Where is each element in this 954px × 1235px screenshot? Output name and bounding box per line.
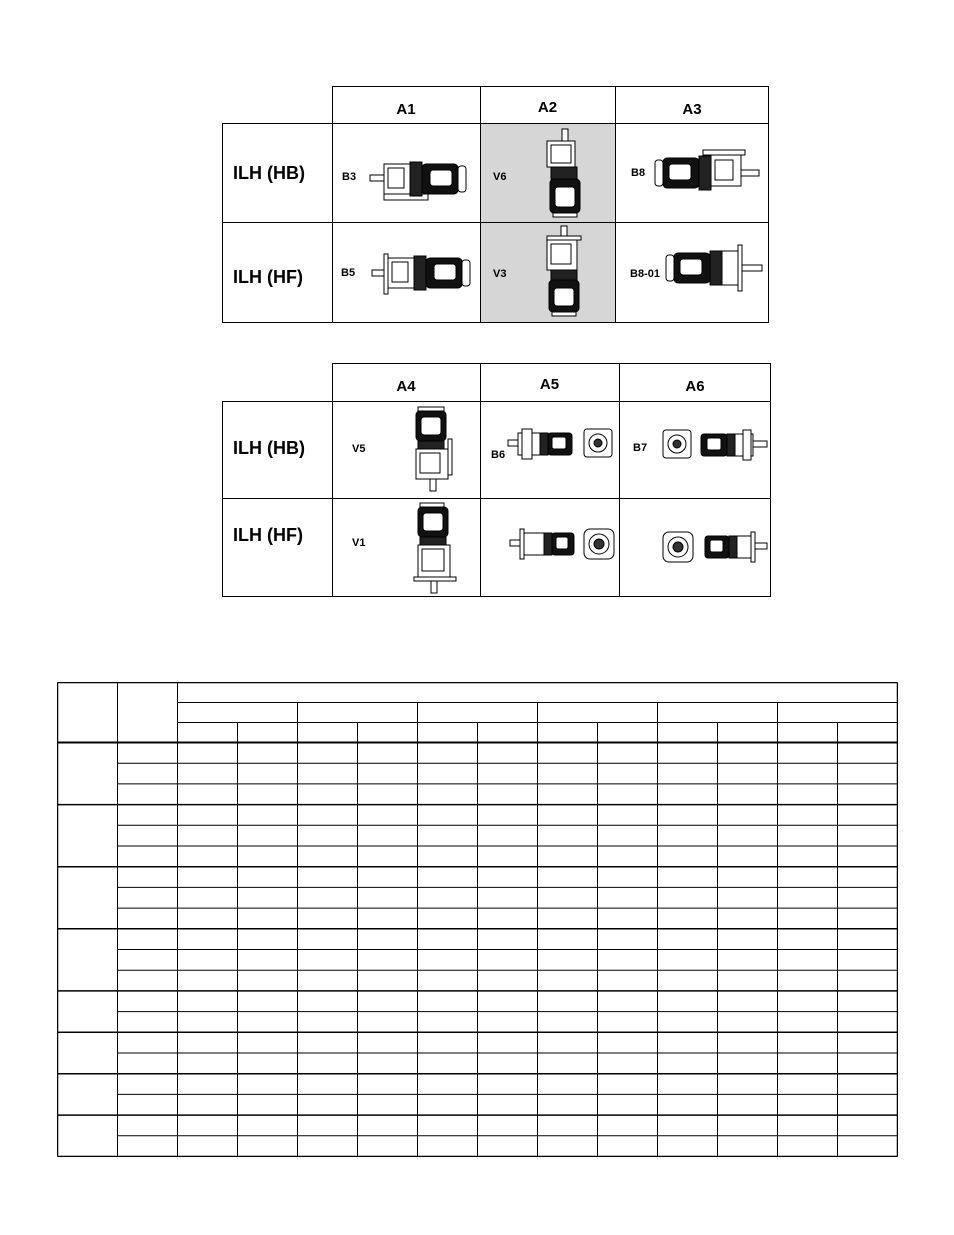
blank-data-grid bbox=[57, 682, 898, 1157]
gearmotor-v3-illustration bbox=[543, 226, 591, 318]
gearmotor-a5-hf-illustration bbox=[510, 527, 616, 561]
gearmotor-v5-illustration bbox=[412, 407, 458, 491]
column-header-a1: A1 bbox=[396, 101, 416, 118]
gearmotor-a6-hf-illustration bbox=[663, 530, 769, 564]
gearmotor-b8-01-illustration bbox=[666, 243, 766, 293]
mount-code-b3: B3 bbox=[342, 171, 357, 183]
column-header-a2: A2 bbox=[537, 99, 558, 116]
grid-lines bbox=[57, 682, 898, 1157]
row-label-hb: ILH (HB) bbox=[233, 163, 305, 183]
gearmotor-v6-illustration bbox=[545, 129, 591, 219]
mount-code-b5: B5 bbox=[341, 267, 356, 279]
gearmotor-b5-illustration bbox=[372, 250, 472, 298]
column-header-a6: A6 bbox=[685, 378, 705, 395]
gearmotor-v1-illustration bbox=[412, 503, 460, 593]
mount-code-v5: V5 bbox=[352, 443, 366, 455]
mount-code-b7: B7 bbox=[633, 442, 648, 454]
mount-code-v6: V6 bbox=[493, 171, 507, 183]
column-header-a4: A4 bbox=[396, 378, 416, 395]
gearmotor-b8-illustration bbox=[655, 150, 761, 196]
row-label-hf: ILH (HF) bbox=[233, 267, 303, 287]
column-header-a3: A3 bbox=[682, 101, 702, 118]
mount-code-b8: B8 bbox=[631, 167, 646, 179]
row-label-hb-2: ILH (HB) bbox=[233, 438, 305, 458]
gearmotor-b6-illustration bbox=[508, 427, 616, 461]
mount-code-b8-01: B8-01 bbox=[630, 268, 660, 280]
gearmotor-b7-illustration bbox=[663, 428, 769, 462]
mount-code-v3: V3 bbox=[493, 268, 507, 280]
column-header-a5: A5 bbox=[539, 376, 560, 393]
mount-code-b6: B6 bbox=[491, 449, 506, 461]
gearmotor-b3-illustration bbox=[370, 158, 470, 204]
row-label-hf-2: ILH (HF) bbox=[233, 525, 303, 545]
mount-code-v1: V1 bbox=[352, 537, 366, 549]
